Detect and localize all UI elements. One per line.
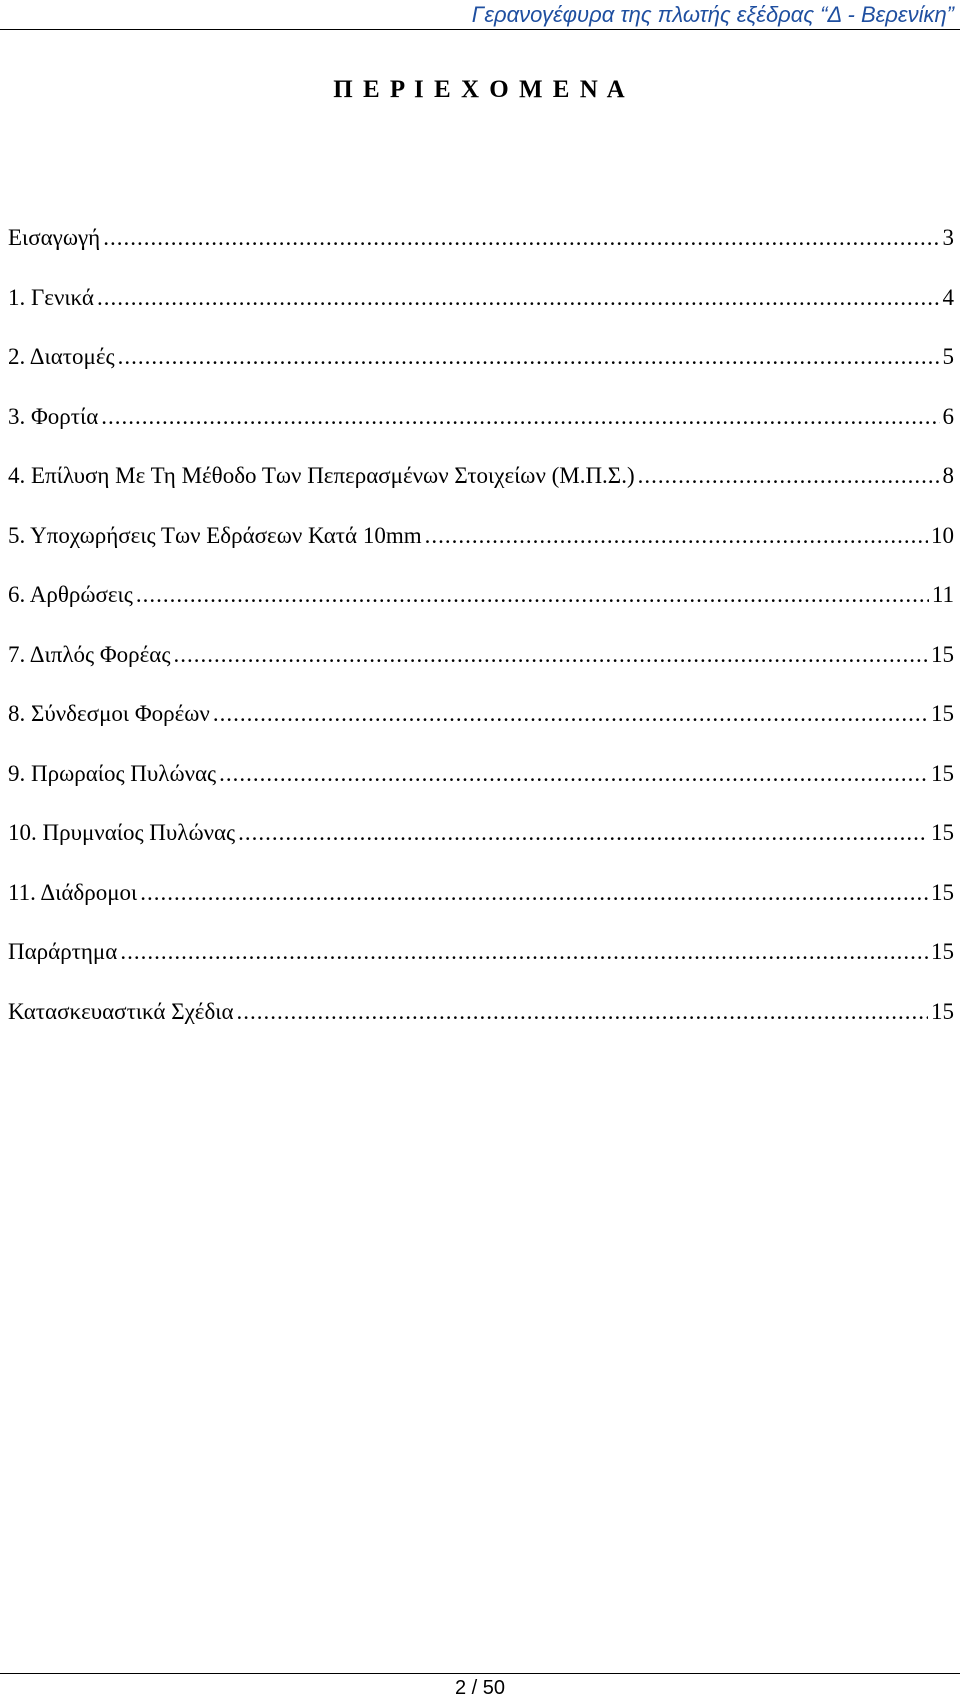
toc-leader-dots (213, 699, 928, 729)
footer-divider (0, 1673, 960, 1674)
toc-entry[interactable] (8, 521, 954, 581)
toc-entry[interactable] (8, 342, 954, 402)
toc-leader-dots (140, 878, 928, 908)
toc-entry[interactable] (8, 818, 954, 878)
toc-entry-page: 5 (942, 344, 954, 369)
toc-entry[interactable] (8, 997, 954, 1057)
toc-entry-label: 11. Διάδρομοι (8, 879, 138, 905)
toc-list (8, 223, 954, 1056)
toc-entry-page: 15 (931, 701, 954, 726)
toc-title: Π Ε Ρ Ι Ε Χ Ο Μ Ε Ν Α (333, 76, 627, 103)
page-number-indicator: 2 / 50 (454, 1677, 506, 1699)
toc-entry-page: 15 (931, 820, 954, 845)
toc-leader-dots (103, 223, 939, 253)
document-header-title: Γερανογέφυρα της πλωτής εξέδρας “Δ - Βερενίκη” (471, 2, 954, 27)
toc-leader-dots (219, 759, 928, 789)
toc-leader-dots (237, 997, 928, 1027)
toc-entry-label: 3. Φορτία (8, 403, 99, 429)
toc-entry-label: 1. Γενικά (8, 284, 94, 310)
toc-entry-page: 3 (942, 225, 954, 250)
toc-leader-dots (118, 342, 940, 372)
toc-entry-page: 15 (931, 998, 954, 1024)
toc-entry[interactable] (8, 402, 954, 462)
toc-entry-label: 10. Πρυμναίος Πυλώνας (8, 820, 236, 845)
toc-entry-label: 6. Αρθρώσεις (8, 582, 133, 607)
toc-entry-page: 15 (931, 939, 954, 964)
toc-leader-dots (97, 283, 940, 313)
toc-entry[interactable] (8, 699, 954, 759)
toc-entry[interactable] (8, 640, 954, 700)
toc-entry-page: 8 (942, 463, 954, 488)
toc-entry-label: 9. Πρωραίος Πυλώνας (8, 760, 217, 786)
toc-leader-dots (173, 640, 928, 670)
toc-entry[interactable] (8, 223, 954, 283)
toc-entry-page: 11 (931, 582, 954, 607)
toc-entry-page: 15 (931, 879, 954, 905)
toc-entry[interactable] (8, 461, 954, 521)
toc-entry-label: Κατασκευαστικά Σχέδια (8, 998, 234, 1024)
toc-leader-dots (136, 580, 929, 610)
toc-entry-label: Παράρτημα (8, 939, 118, 964)
toc-entry-page: 6 (942, 403, 954, 429)
toc-entry-page: 4 (942, 284, 954, 310)
toc-leader-dots (238, 818, 928, 848)
toc-entry-label: 8. Σύνδεσμοι Φορέων (8, 701, 210, 726)
toc-entry-label: 5. Υποχωρήσεις Των Εδράσεων Κατά 10mm (8, 522, 422, 548)
toc-entry-label: 7. Διπλός Φορέας (8, 641, 171, 667)
toc-entry-label: Εισαγωγή (8, 225, 101, 250)
header-divider (0, 29, 960, 30)
toc-leader-dots (120, 937, 928, 967)
toc-entry[interactable] (8, 580, 954, 640)
toc-entry[interactable] (8, 283, 954, 343)
page-header (0, 0, 960, 30)
page-footer (0, 1673, 960, 1701)
toc-entry-page: 10 (931, 522, 954, 548)
toc-entry[interactable] (8, 759, 954, 819)
toc-leader-dots (638, 461, 940, 491)
toc-entry-label: 2. Διατομές (8, 344, 115, 369)
toc-entry[interactable] (8, 937, 954, 997)
toc-entry-label: 4. Επίλυση Με Τη Μέθοδο Των Πεπερασμένων Στοιχείων (Μ.Π.Σ.) (8, 463, 635, 488)
toc-entry-page: 15 (931, 760, 954, 786)
toc-entry-page: 15 (931, 641, 954, 667)
toc-leader-dots (101, 402, 939, 432)
toc-leader-dots (425, 521, 928, 551)
toc-entry[interactable] (8, 878, 954, 938)
